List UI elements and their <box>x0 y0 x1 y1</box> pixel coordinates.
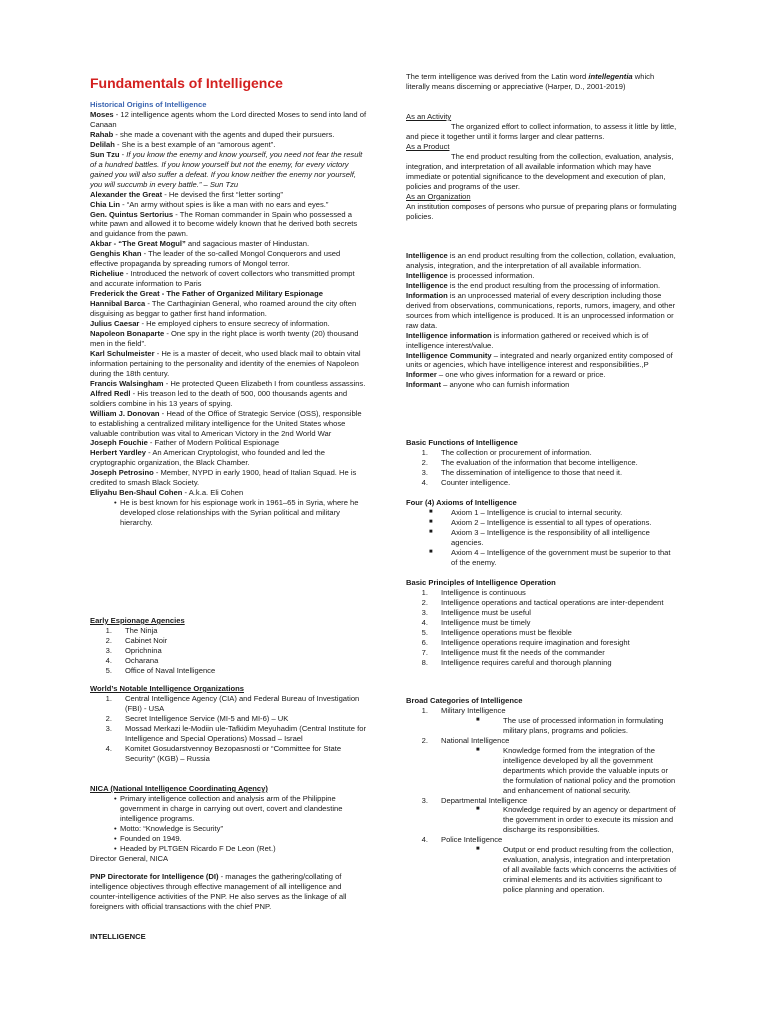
definition-heading: As an Organization <box>406 191 471 201</box>
axioms-section <box>406 498 678 568</box>
early-agencies-section: Early Espionage Agencies 1. The Ninja 2. Cabinet Noir 3. Oprichnina 4. Ocharana 5. Office of Naval Intelligence <box>90 616 368 676</box>
list-item: Intelligence operations require imagination and foresight <box>441 637 630 647</box>
entry-frederick: Frederick the Great - The Father of Organized Military Espionage <box>90 289 323 299</box>
nica-footer: Director General, NICA <box>90 853 169 863</box>
bullet-icon: • <box>114 498 117 508</box>
pnp-di-name: PNP Directorate for Intelligence (DI) <box>90 872 219 881</box>
early-agencies-heading: Early Espionage Agencies <box>90 616 185 625</box>
entry-delilah: Delilah - She is a best example of an “amorous agent”. <box>90 139 276 149</box>
principles-heading: Basic Principles of Intelligence Operation <box>406 578 556 587</box>
entry-hannibal: Hannibal Barca - The Carthaginian General, who roamed around the city often disguising as beggar to gather first hand information. <box>90 299 357 319</box>
list-item: Intelligence must fit the needs of the commander <box>441 647 605 657</box>
nica-heading: NICA (National Intelligence Coordinating Agency) <box>90 784 268 793</box>
list-item: The Ninja <box>125 625 158 635</box>
category-text: Output or end product resulting from the collection, evaluation, analysis, integration and interpretation of all available facts which concerns the activities of criminal elements and its activities significant to police planning and operation. <box>503 845 677 895</box>
entry-julius-caesar: Julius Caesar - He employed ciphers to ensure secrecy of information. <box>90 319 330 329</box>
entry-sertorius: Gen. Quintus Sertorius - The Roman commander in Spain who possessed a white pawn and allowed it to become widely known that he derived both secrets and guidance from the pawn. <box>90 209 358 239</box>
category-name: Police Intelligence <box>441 835 503 845</box>
square-bullet-icon: ■ <box>476 716 480 723</box>
category-name: Departmental Intelligence <box>441 795 528 805</box>
entry-walsingham: Francis Walsingham - He protected Queen Elizabeth I from countless assassins. <box>90 378 366 388</box>
definition-text: An institution composes of persons who pursue of preparing plans or formulating policies. <box>406 201 677 221</box>
square-bullet-icon: ■ <box>429 548 433 555</box>
intelligence-label: INTELLIGENCE <box>90 932 146 941</box>
historical-origins-list <box>90 110 368 528</box>
list-item: Intelligence must be timely <box>441 617 531 627</box>
list-item: Cabinet Noir <box>125 635 168 645</box>
bullet-icon: • <box>114 843 117 853</box>
entry-richeliue: Richeliue - Introduced the network of covert collectors who transmitted prompt and accurate information to Paris <box>90 269 355 289</box>
list-item: Intelligence is continuous <box>441 587 526 597</box>
entry-sun-tzu: Sun Tzu - If you know the enemy and know yourself, you need not fear the result of a hundred battles. If you know yourself but not the enemy, for every victory gained you will also suffer a defeat. If you know neither the enemy nor yourself, you will succumb in every battle.” – Sun Tzu <box>90 149 363 189</box>
principles-section: Basic Principles of Intelligence Operation 1. Intelligence is continuous 2. Intelligence operations and tactical operations are inter-dependent 3. Intelligence must be useful 4. Intelligence must be timely 5. Intelligence operations must be flexible 6. Intelligence operations require imagination and foresight 7. Intelligence must fit the needs of the commander 8. Intelligence requires careful and thorough planning <box>406 578 678 668</box>
entry-genghis-khan: Genghis Khan - The leader of the so-called Mongol Conquerors and used effective propaganda by spreading rumors of Mongol terror. <box>90 249 341 269</box>
list-item: Motto: “Knowledge is Security” <box>120 823 223 833</box>
list-item: Headed by PLTGEN Ricardo F De Leon (Ret.) <box>120 843 276 853</box>
term-definition: Information is an unprocessed material of every description including those derived from observations, communications, reports, rumors, imagery, and other sources from which intelligence is produced. It is an unprocessed information or raw data. <box>406 290 676 330</box>
list-item: Mossad Merkazi le-Modiin ule-Tafkidim Meyuhadim (Central Institute for Intelligence and Special Operations) Mossad – Israel <box>125 723 366 743</box>
entry-moses: Moses - 12 intelligence agents whom the Lord directed Moses to send into land of Canaan <box>90 110 367 129</box>
square-bullet-icon: ■ <box>429 518 433 525</box>
broad-categories-section: Broad Categories of Intelligence 1. Military Intelligence ■ The use of processed information in formulating military plans, programs and policies. 2. National Intelligence ■ Knowledge formed from the integration of the intelligence developed by all the government departments which provide the valuable inputs or the formulation of national policy and the promotion and enhancement of national security. 3. Departmental Intelligence ■ Knowledge required by an agency or department of the government in order to execute its mission and discharge its responsibilities. 4. Police Intelligence ■ Output or end product resulting from the collection, evaluation, analysis, integration and interpretation of all available facts which concerns the activities of criminal elements and its activities significant to police planning and operation. <box>406 696 677 895</box>
list-item: Ocharana <box>125 655 159 665</box>
bullet-icon: • <box>114 833 117 843</box>
list-item: Oprichnina <box>125 645 162 655</box>
definitions-section <box>406 112 678 221</box>
list-item: The dissemination of intelligence to those that need it. <box>441 467 623 477</box>
list-item: Counter intelligence. <box>441 477 511 487</box>
term-definition: Intelligence is the end product resulting from the processing of information. <box>406 280 661 290</box>
list-item: Secret Intelligence Service (MI-5 and MI-6) – UK <box>125 713 289 723</box>
page-title: Fundamentals of Intelligence <box>90 75 283 91</box>
terms-section <box>406 251 678 390</box>
basic-functions-section: Basic Functions of Intelligence 1. The collection or procurement of information. 2. The evaluation of the information that become intelligence. 3. The dissemination of intelligence to those that need it. 4. Counter intelligence. <box>406 438 678 488</box>
axioms-heading: Four (4) Axioms of Intelligence <box>406 498 517 507</box>
square-bullet-icon: ■ <box>476 746 480 753</box>
term-definition: Intelligence information is information gathered or received which is of intelligence interest/value. <box>406 330 649 350</box>
notable-orgs-section: World’s Notable Intelligence Organizations 1. Central Intelligence Agency (CIA) and Federal Bureau of Investigation (FBI) - USA 2. Secret Intelligence Service (MI-5 and MI-6) – UK 3. Mossad Merkazi le-Modiin ule-Tafkidim Meyuhadim (Central Institute for Intelligence and Special Operations) Mossad – Israel 4. Komitet Gosudarstvennoy Bezopasnosti or “Committee for State Security” (KGB) – Russia <box>90 684 368 764</box>
definition-heading: As an Activity <box>406 112 452 121</box>
entry-donovan: William J. Donovan - Head of the Office of Strategic Service (OSS), responsible to establishing a centralized military intelligence for the United States whose valuable contribution was vital to American Victory in the 2nd World War <box>90 408 362 438</box>
broad-categories-heading: Broad Categories of Intelligence <box>406 696 523 705</box>
entry-petrosino: Joseph Petrosino - Member, NYPD in early 1900, head of Italian Squad. He is credited to smash Black Society. <box>90 468 357 488</box>
entry-napoleon: Napoleon Bonaparte - One spy in the right place is worth twenty (20) thousand men in the field”. <box>90 328 359 348</box>
list-item: Axiom 4 – Intelligence of the government must be superior to that of the enemy. <box>451 547 671 567</box>
list-item: Founded on 1949. <box>120 833 182 843</box>
bullet-icon: • <box>114 823 117 833</box>
list-item: Intelligence operations and tactical operations are inter-dependent <box>441 597 664 607</box>
entry-redl: Alfred Redl - His treason led to the death of 500, 000 thousands agents and soldiers combine in his 13 years of spying. <box>90 388 348 408</box>
definition-text: The organized effort to collect information, to assess it little by little, and piece it together until it forms larger and clear patterns. <box>406 121 677 141</box>
basic-functions-heading: Basic Functions of Intelligence <box>406 438 518 447</box>
category-text: The use of processed information in formulating military plans, programs and policies. <box>503 715 664 735</box>
list-item: Axiom 1 – Intelligence is crucial to internal security. <box>451 507 623 517</box>
list-item: Komitet Gosudarstvennoy Bezopasnosti or “Committee for State Security” (KGB) – Russia <box>125 743 342 763</box>
entry-chia-lin: Chia Lin - “An army without spies is like a man with no ears and eyes.” <box>90 199 329 209</box>
list-item: Central Intelligence Agency (CIA) and Federal Bureau of Investigation (FBI) - USA <box>125 693 360 713</box>
pnp-di-section: PNP Directorate for Intelligence (DI) - manages the gathering/collating of intelligence objectives through effective management of all intelligence and counter-intelligence activities of the PNP. He also serves as the linkage of all foreigners with official transactions with the chief PNP. <box>90 872 347 911</box>
list-item: The evaluation of the information that become intelligence. <box>441 457 638 467</box>
nica-section <box>90 784 368 864</box>
square-bullet-icon: ■ <box>429 528 433 535</box>
entry-akbar: Akbar - “The Great Mogul” and sagacious master of Hindustan. <box>90 239 310 249</box>
definition-heading: As a Product <box>406 141 450 151</box>
square-bullet-icon: ■ <box>476 806 480 813</box>
term-definition: Intelligence is an end product resulting from the collection, collation, evaluation, analysis, integration, and the interpretation of all available information. <box>406 251 676 270</box>
list-item: Office of Naval Intelligence <box>125 665 216 675</box>
list-item: Intelligence requires careful and thorough planning <box>441 657 612 667</box>
definition-text: The end product resulting from the collection, evaluation, analysis, integration, and interpretation of all available information which may have immediate or potential significance to the development and execution of plan, policies and programs of the user. <box>406 151 674 191</box>
term-definition: Intelligence is processed information. <box>406 270 535 280</box>
category-text: Knowledge formed from the integration of the intelligence developed by all the government departments which provide the valuable inputs or the formulation of national policy and the promotion and enhancement of national security. <box>503 745 676 795</box>
origin-paragraph: The term intelligence was derived from the Latin word intellegentia which literally means discerning or appreciative (Harper, D., 2001-2019) <box>406 72 655 91</box>
intelligence-label-block <box>90 932 368 942</box>
latin-word: intellegentia <box>588 72 633 81</box>
cohen-bullet: • He is best known for his espionage work in 1961–65 in Syria, where he developed close relationships with the Syrian political and military hierarchy. <box>90 498 368 528</box>
list-item: Intelligence must be useful <box>441 607 531 617</box>
square-bullet-icon: ■ <box>429 508 433 515</box>
entry-fouchie: Joseph Fouchie - Father of Modern Political Espionage <box>90 438 280 448</box>
entry-yardley: Herbert Yardley - An American Cryptologist, who founded and led the cryptographic organization, the Black Chamber. <box>90 448 325 468</box>
bullet-icon: • <box>114 793 117 803</box>
square-bullet-icon: ■ <box>476 846 480 853</box>
entry-cohen: Eliyahu Ben-Shaul Cohen - A.k.a. Eli Cohen <box>90 488 244 498</box>
category-name: National Intelligence <box>441 735 510 745</box>
list-item: Primary intelligence collection and analysis arm of the Philippine government in charge in carrying out overt, covert and clandestine intelligence programs. <box>120 793 343 823</box>
entry-rahab: Rahab - she made a covenant with the agents and duped their pursuers. <box>90 129 335 139</box>
term-definition: Intelligence Community – integrated and nearly organized entity composed of units or agencies, which have intelligence interest and responsibilities.,P <box>406 350 673 370</box>
entry-alexander: Alexander the Great - He devised the first “letter sorting” <box>90 189 283 199</box>
entry-schulmeister: Karl Schulmeister - He is a master of deceit, who used black mail to obtain vital information pertaining to the personality and identity of the enemies of Napoleon during the 18th century. <box>90 348 361 378</box>
category-name: Military Intelligence <box>441 705 506 715</box>
list-item: The collection or procurement of information. <box>441 447 592 457</box>
term-definition: Informer – one who gives information for a reward or price. <box>406 370 606 380</box>
historical-origins-heading: Historical Origins of Intelligence <box>90 100 207 109</box>
list-item: Axiom 3 – Intelligence is the responsibility of all intelligence agencies. <box>451 527 650 547</box>
category-text: Knowledge required by an agency or department of the government in order to execute its mission and discharge its responsibilities. <box>503 805 676 835</box>
list-item: Intelligence operations must be flexible <box>441 627 572 637</box>
notable-orgs-heading: World’s Notable Intelligence Organizations <box>90 684 245 693</box>
list-item: Axiom 2 – Intelligence is essential to all types of operations. <box>451 517 652 527</box>
term-definition: Informant – anyone who can furnish information <box>406 380 570 390</box>
